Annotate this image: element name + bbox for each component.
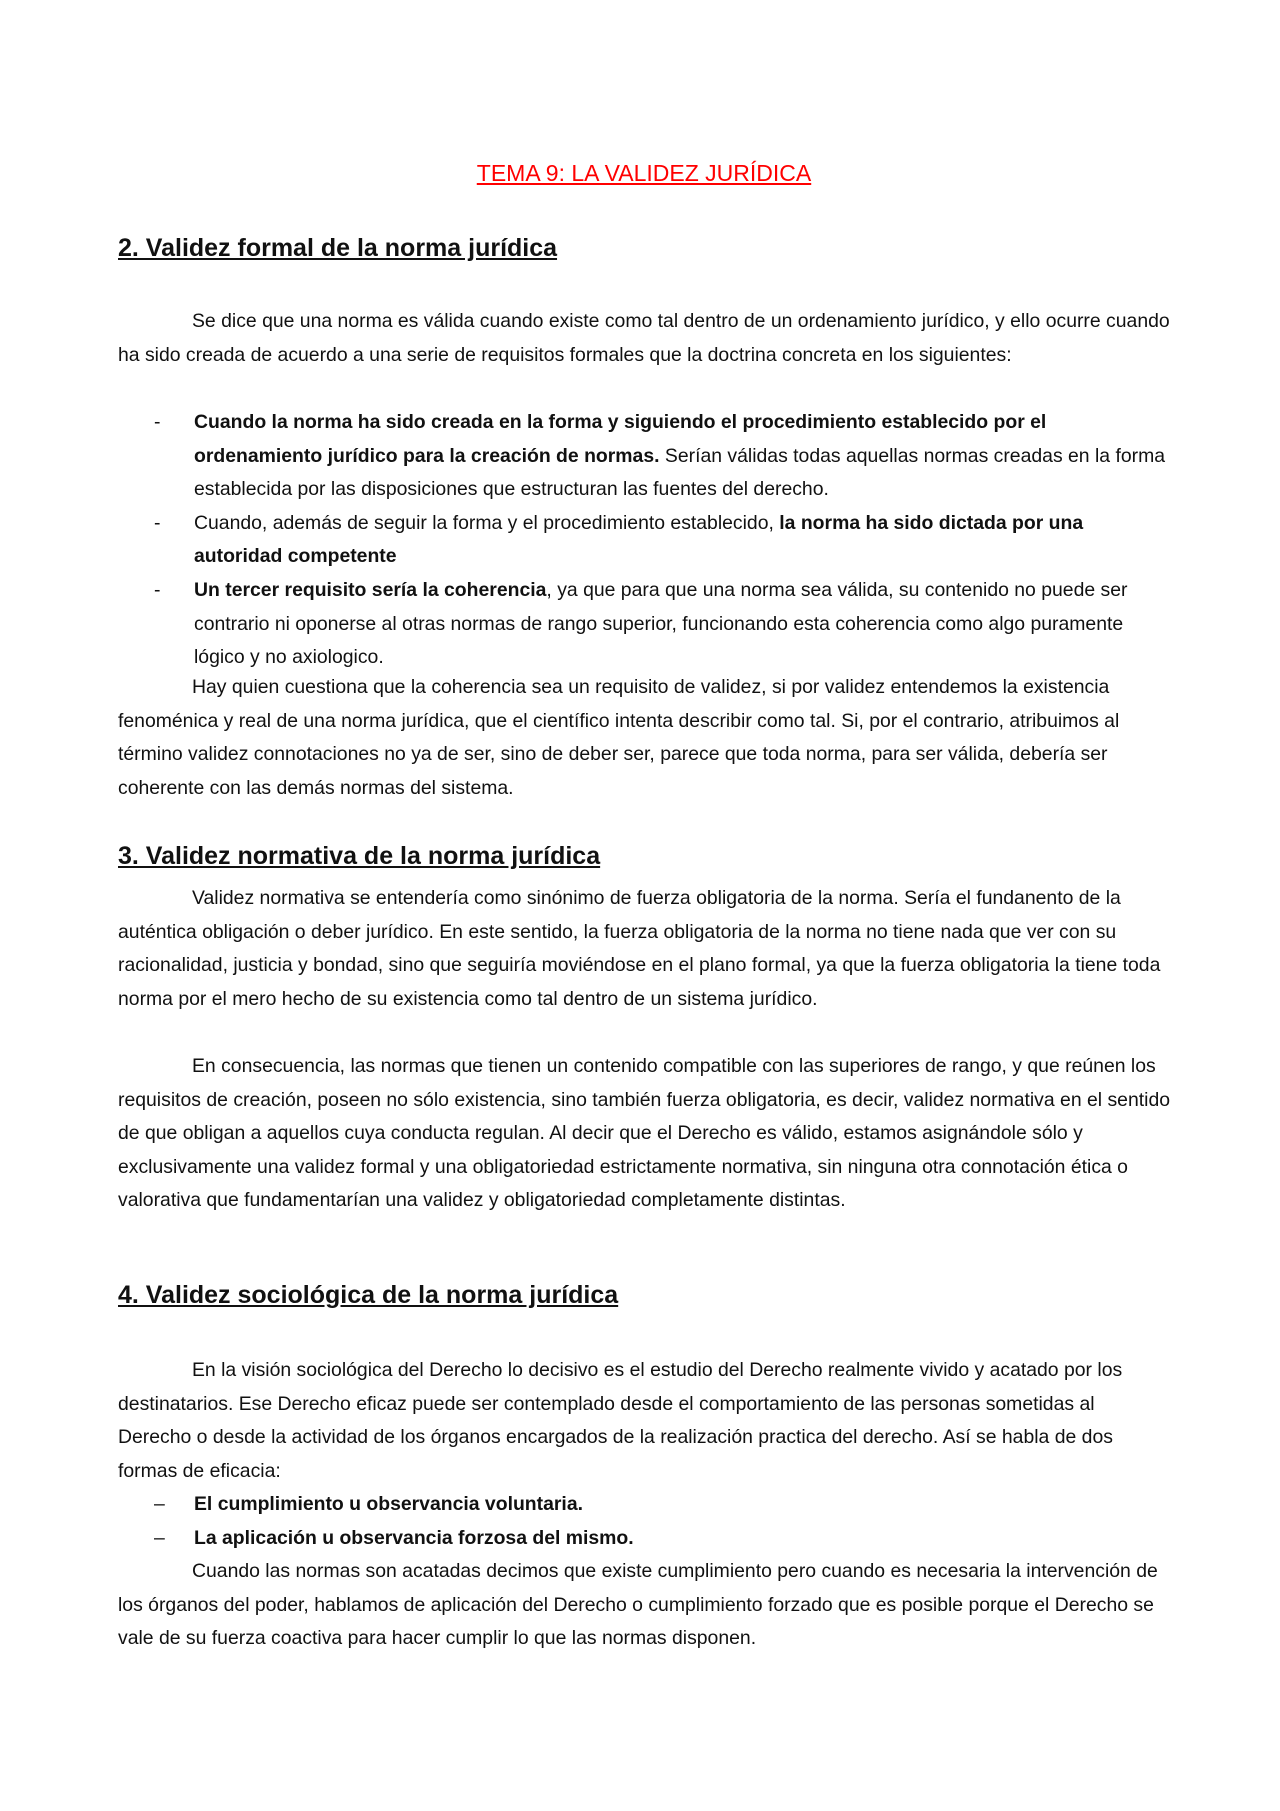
- list-item-bold-text: El cumplimiento u observancia voluntaria.: [194, 1493, 583, 1515]
- list-item-bold-text: la norma ha sido dictada por una autoridad competente: [194, 511, 1084, 568]
- list-item: [118, 406, 1170, 507]
- list-item-bold-text: Cuando la norma ha sido creada en la forma y siguiendo el procedimiento establecido por el ordenamiento jurídico para la creación de normas.: [194, 411, 1047, 467]
- list-item: [118, 507, 1170, 574]
- list-item-text: Serían válidas todas aquellas normas creadas en la forma establecida por las disposiciones que estructuran las fuentes del derecho.: [194, 444, 1166, 501]
- section-4-heading: 4. Validez sociológica de la norma jurídica: [118, 1281, 619, 1309]
- list-item-text: , ya que para que una norma sea válida, su contenido no puede ser contrario ni oponerse al otras normas de rango superior, funcionando esta coherencia como algo puramente lógico y no axiologico.: [194, 578, 1128, 669]
- list-dash: -: [154, 578, 161, 601]
- list-dash: -: [154, 411, 161, 433]
- section-4-paragraph-2: Cuando las normas son acatadas decimos que existe cumplimiento pero cuando es necesaria la intervención de los órganos del poder, hablamos de aplicación del Derecho o cumplimiento forzado que es posible porque el Derecho se vale de su fuerza coactiva para hacer cumplir lo que las normas disponen.: [118, 1560, 1158, 1650]
- section-2-closing-paragraph: Hay quien cuestiona que la coherencia sea un requisito de validez, si por validez entendemos la existencia fenoménica y real de una norma jurídica, que el científico intenta describir como tal. Si, por el contrario, atribuimos al término validez connotaciones no ya de ser, sino de deber ser, parece que toda norma, para ser válida, debería ser coherente con las demás normas del sistema.: [118, 676, 1120, 799]
- list-item-bold-text: La aplicación u observancia forzosa del mismo.: [194, 1526, 634, 1549]
- document-title: TEMA 9: LA VALIDEZ JURÍDICA: [476, 160, 812, 186]
- list-item-bold-text: Un tercer requisito sería la coherencia: [194, 578, 547, 601]
- section-2-requirements-list: [118, 406, 1170, 675]
- section-4-efficacy-list: [118, 1488, 1170, 1555]
- section-3-paragraph-1: Validez normativa se entendería como sinónimo de fuerza obligatoria de la norma. Sería el fundanento de la auténtica obligación o deber jurídico. En este sentido, la fuerza obligatoria de la norma no tiene nada que ver con su racionalidad, justicia y bondad, sino que seguiría moviéndose en el plano formal, ya que la fuerza obligatoria la tiene toda norma por el mero hecho de su existencia como tal dentro de un sistema jurídico.: [118, 887, 1161, 1010]
- section-2-intro-paragraph: Se dice que una norma es válida cuando existe como tal dentro de un ordenamiento jurídico, y ello ocurre cuando ha sido creada de acuerdo a una serie de requisitos formales que la doctrina concreta en los siguientes:: [118, 310, 1170, 366]
- section-4-paragraph-1: En la visión sociológica del Derecho lo decisivo es el estudio del Derecho realmente vivido y acatado por los destinatarios. Ese Derecho eficaz puede ser contemplado desde el comportamiento de las personas sometidas al Derecho o desde la actividad de los órganos encargados de la realización practica del derecho. Así se habla de dos formas de eficacia:: [118, 1359, 1123, 1482]
- section-3-heading: 3. Validez normativa de la norma jurídica: [118, 842, 601, 870]
- list-dash: –: [154, 1493, 165, 1515]
- section-2-heading: 2. Validez formal de la norma jurídica: [118, 234, 558, 262]
- list-dash: -: [154, 511, 161, 534]
- list-item: [118, 1488, 1170, 1522]
- list-item-text: Cuando, además de seguir la forma y el procedimiento establecido,: [194, 511, 780, 534]
- list-dash: –: [154, 1526, 165, 1549]
- list-item: [118, 1522, 1170, 1556]
- section-3-paragraph-2: En consecuencia, las normas que tienen un contenido compatible con las superiores de rango, y que reúnen los requisitos de creación, poseen no sólo existencia, sino también fuerza obligatoria, es decir, validez normativa en el sentido de que obligan a aquellos cuya conducta regulan. Al decir que el Derecho es válido, estamos asignándole sólo y exclusivamente una validez formal y una obligatoriedad estrictamente normativa, sin ninguna otra connotación ética o valorativa que fundamentarían una validez y obligatoriedad completamente distintas.: [118, 1055, 1171, 1212]
- list-item: [118, 574, 1170, 675]
